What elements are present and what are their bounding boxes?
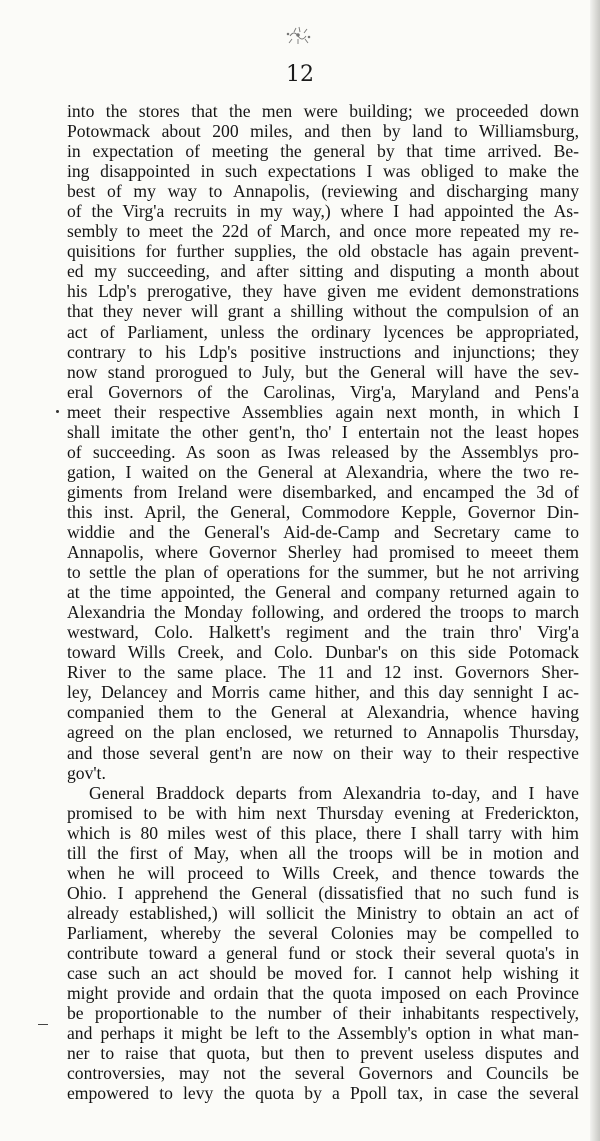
text-line: westward, Colo. Halkett's regiment and the train thro' Virg'a xyxy=(67,622,579,643)
text-line: toward Wills Creek, and Colo. Dunbar's on this side Potomack xyxy=(67,642,579,663)
text-line: gation, I waited on the General at Alexandria, where the two re- xyxy=(67,461,579,482)
text-line: case such an act should be moved for. I cannot help wishing it xyxy=(67,963,579,984)
text-line: now stand prorogued to July, but the General will have the sev- xyxy=(67,361,579,382)
text-line: Alexandria the Monday following, and ordered the troops to march xyxy=(67,602,579,623)
text-line: widdie and the General's Aid-de-Camp and Secretary came to xyxy=(67,521,579,542)
text-line: Ohio. I apprehend the General (dissatisfied that no such fund is xyxy=(67,882,579,903)
text-line: at the time appointed, the General and company returned again to xyxy=(67,582,579,603)
text-line: into the stores that the men were building; we proceeded down xyxy=(67,101,579,121)
text-line: till the first of May, when all the troops will be in motion and xyxy=(67,842,579,863)
text-line: eral Governors of the Carolinas, Virg'a, Maryland and Pens'a xyxy=(67,381,579,402)
text-line: contribute toward a general fund or stock their several quota's in xyxy=(67,942,579,963)
text-line: Potowmack about 200 miles, and then by land to Williamsburg, xyxy=(67,121,579,142)
page-edge-shadow xyxy=(590,0,600,1141)
text-line: of the Virg'a recruits in my way,) where I had appointed the As- xyxy=(67,201,579,222)
text-line: best of my way to Annapolis, (reviewing and discharging many xyxy=(67,181,579,202)
text-line: and those several gent'n are now on their way to their respective xyxy=(67,742,579,763)
text-line: shall imitate the other gent'n, tho' I entertain not the least hopes xyxy=(67,421,579,442)
text-line: gov't. xyxy=(67,762,106,783)
margin-speck xyxy=(56,410,59,413)
text-line: empowered to levy the quota by a Ppoll tax, in case the several xyxy=(67,1083,579,1104)
text-line: ing disappointed in such expectations I was obliged to make the xyxy=(67,161,579,182)
text-line: sembly to meet the 22d of March, and once more repeated my re- xyxy=(67,221,579,242)
text-line: his Ldp's prerogative, they have given me evident demonstrations xyxy=(67,281,579,302)
text-line: ner to raise that quota, but then to prevent useless disputes and xyxy=(67,1043,579,1064)
letter-body-text xyxy=(67,101,579,1103)
text-line: Parliament, whereby the several Colonies may be compelled to xyxy=(67,922,579,943)
text-line: quisitions for further supplies, the old obstacle has again prevent- xyxy=(67,241,579,262)
text-line: ley, Delancey and Morris came hither, and this day sennight I ac- xyxy=(67,682,579,703)
text-line: companied them to the General at Alexandria, whence having xyxy=(67,702,579,723)
text-line: act of Parliament, unless the ordinary lycences be appropriated, xyxy=(67,321,579,342)
text-line: to settle the plan of operations for the summer, but he not arriving xyxy=(67,562,579,583)
text-line: in expectation of meeting the general by that time arrived. Be- xyxy=(67,141,579,162)
text-line: might provide and ordain that the quota imposed on each Province xyxy=(67,983,579,1004)
text-line: Annapolis, where Governor Sherley had promised to meeet them xyxy=(67,542,579,563)
text-line: ed my succeeding, and after sitting and disputing a month about xyxy=(67,261,579,282)
text-line: already established,) will sollicit the Ministry to obtain an act of xyxy=(67,902,579,923)
floral-ornament-icon xyxy=(268,24,328,46)
text-line: which is 80 miles west of this place, there I shall tarry with him xyxy=(67,822,579,843)
text-line: contrary to his Ldp's positive instructions and injunctions; they xyxy=(67,341,579,362)
text-line: River to the same place. The 11 and 12 inst. Governors Sher- xyxy=(67,662,579,683)
text-line: agreed on the plan enclosed, we returned to Annapolis Thursday, xyxy=(67,722,579,743)
text-line: when he will proceed to Wills Creek, and thence towards the xyxy=(67,862,579,883)
margin-dash xyxy=(38,1024,48,1025)
text-line: of succeeding. As soon as Iwas released by the Assemblys pro- xyxy=(67,441,579,462)
text-line: meet their respective Assemblies again next month, in which I xyxy=(67,401,579,422)
text-line: giments from Ireland were disembarked, and encamped the 3d of xyxy=(67,481,579,502)
page-number: 12 xyxy=(286,62,314,87)
text-line: that they never will grant a shilling without the compulsion of an xyxy=(67,301,579,322)
text-line: promised to be with him next Thursday evening at Frederickton, xyxy=(67,802,579,823)
text-line: General Braddock departs from Alexandria to-day, and I have xyxy=(89,782,579,803)
text-line: be proportionable to the number of their inhabitants respectively, xyxy=(67,1003,579,1024)
text-line: and perhaps it might be left to the Assembly's option in what man- xyxy=(67,1023,579,1044)
text-line: controversies, may not the several Governors and Councils be xyxy=(67,1063,579,1084)
text-line: this inst. April, the General, Commodore Kepple, Governor Din- xyxy=(67,501,579,522)
